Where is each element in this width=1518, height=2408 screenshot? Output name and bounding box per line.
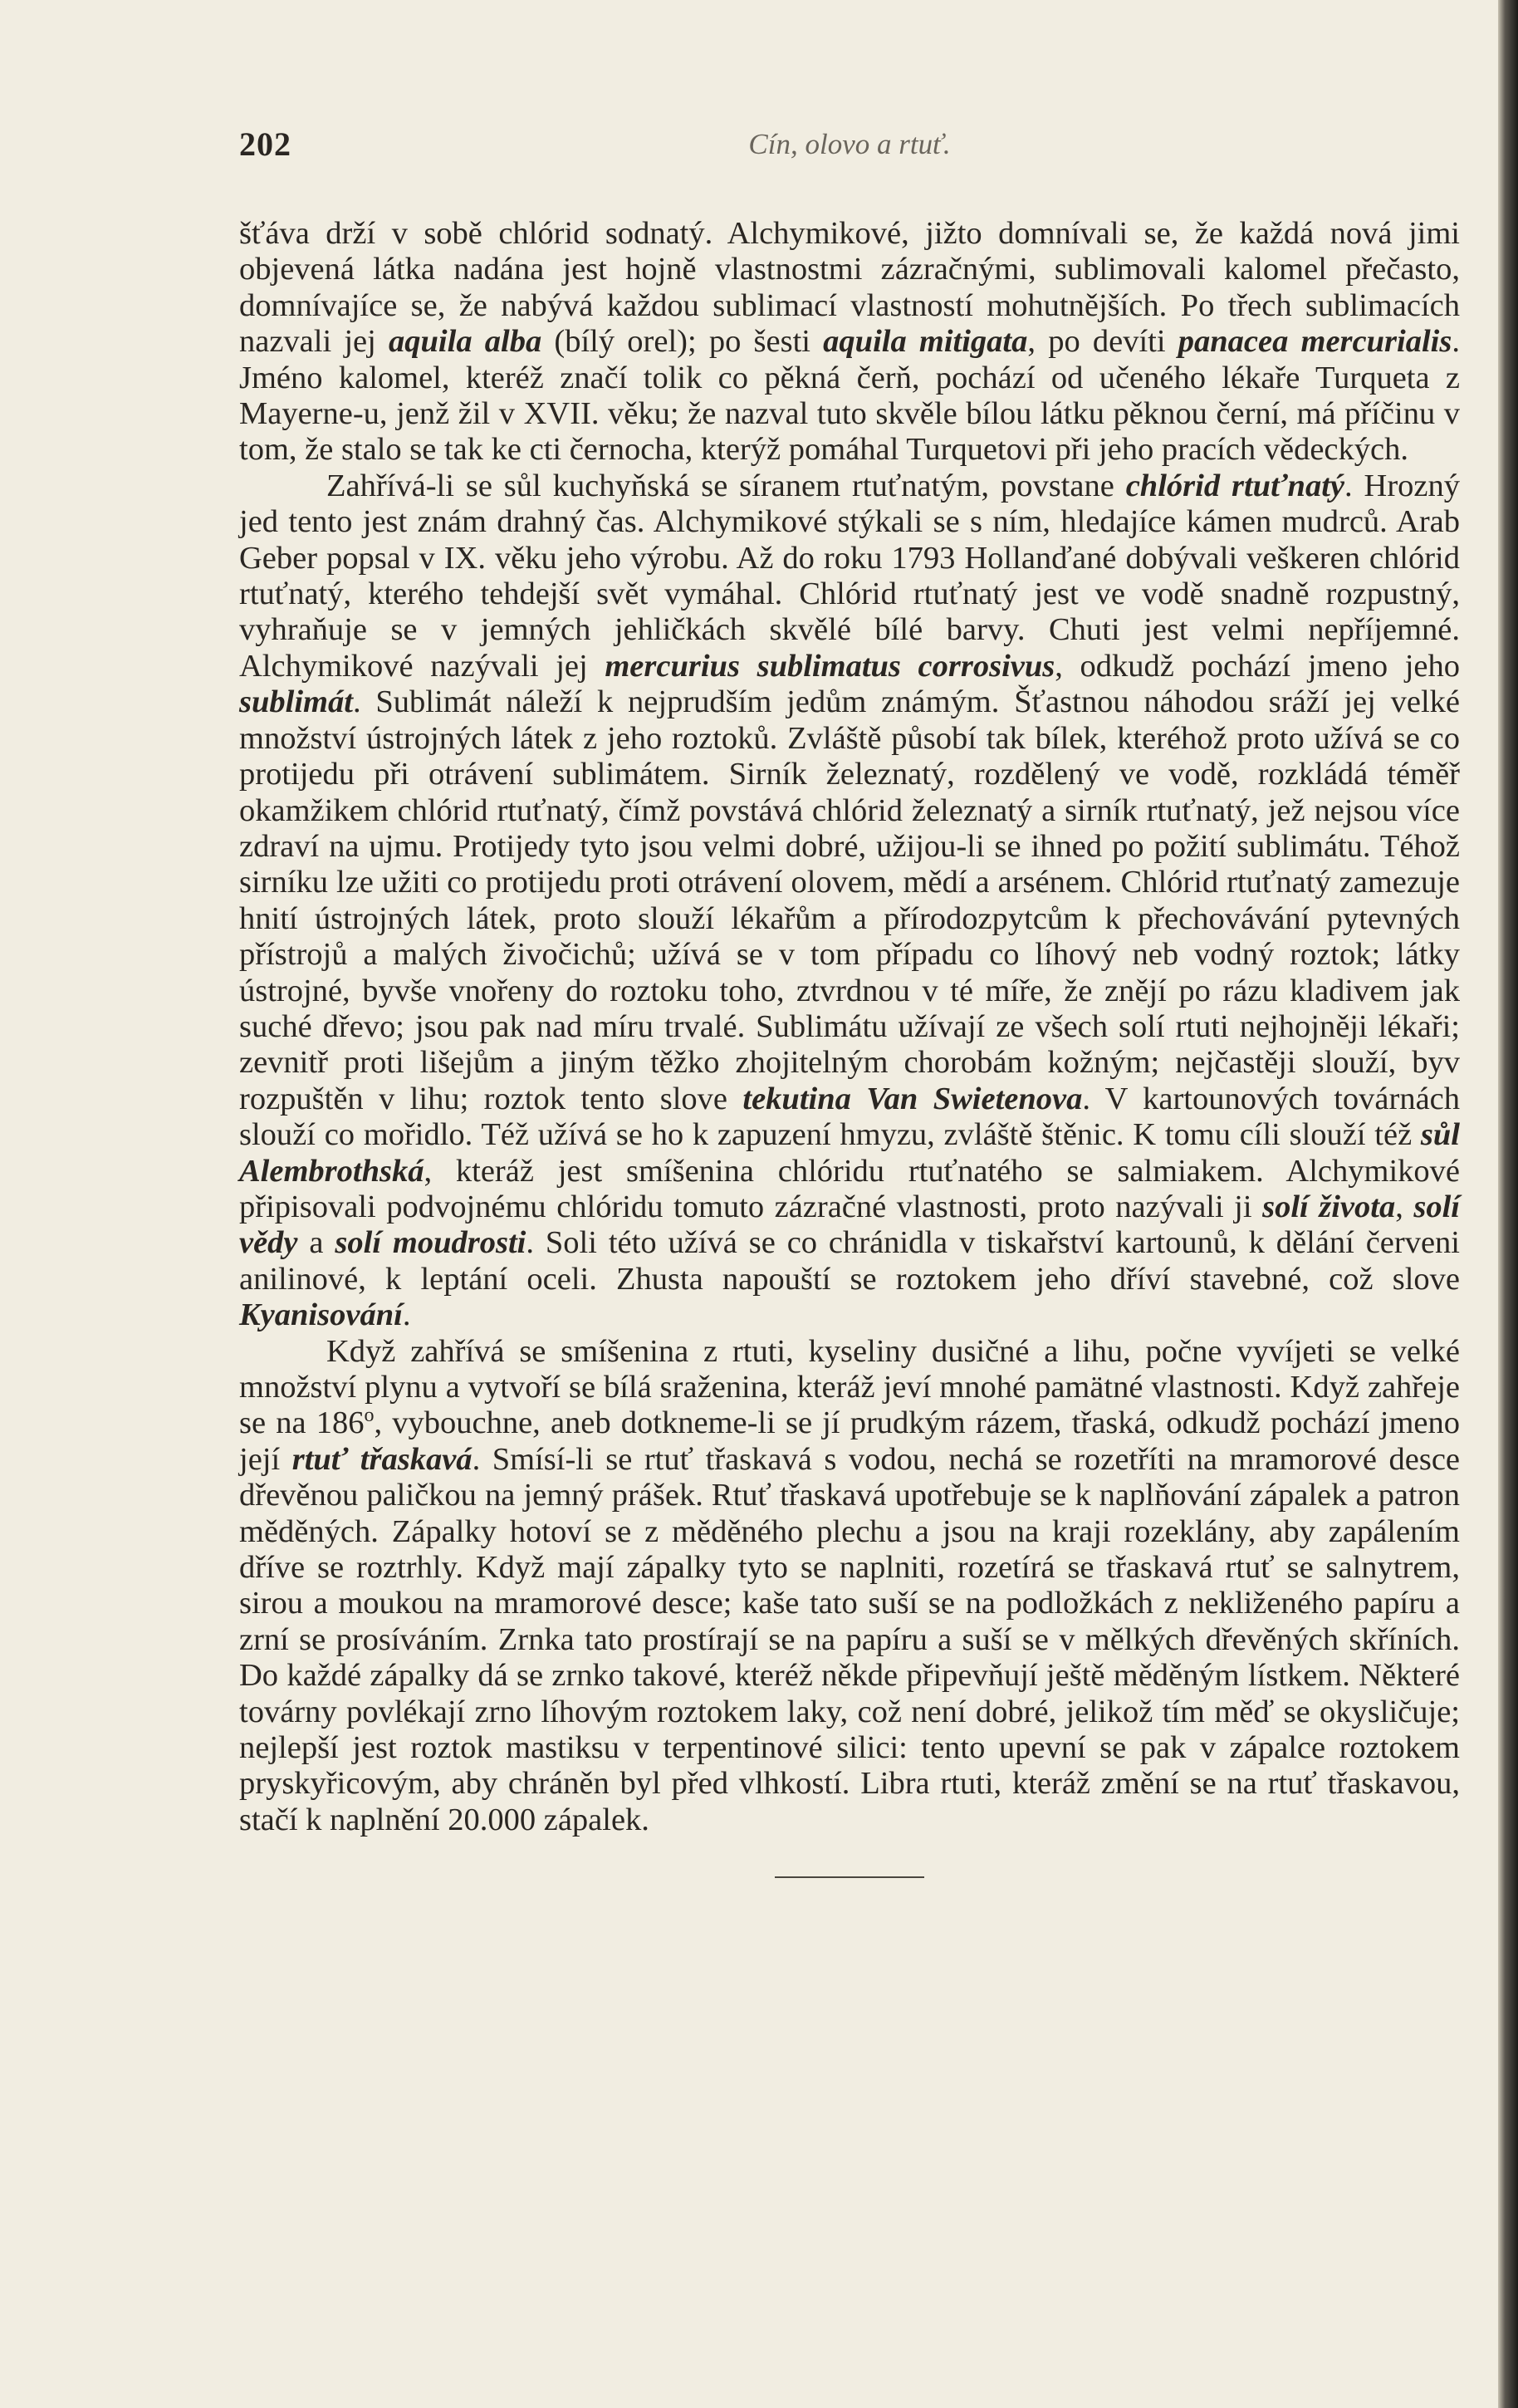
text-run: , vybouchne, aneb dotkneme-li se jí prudkým rázem, třaská, odkudž pochází jmeno její [239, 1405, 1460, 1477]
paragraph-3 [239, 1334, 1460, 1839]
italic-term: rtuť třaskavá [291, 1441, 473, 1477]
running-title: Cín, olovo a rtuť. [748, 128, 951, 160]
italic-term: tekutina Van Swietenova [742, 1081, 1083, 1116]
italic-term: chlórid rtuťnatý [1125, 468, 1344, 503]
text-run: (bílý orel); po šesti [541, 324, 824, 360]
end-rule [775, 1876, 924, 1878]
text-run: , kteráž jest smíšenina chlóridu rtuťnatého se salmiakem. Alchymikové připisovali podvojnému chlóridu tomuto zázračné vlastnosti, proto nazývali ji [239, 1153, 1460, 1224]
paragraph-1 [239, 216, 1460, 468]
text-run: . Jméno kalomel, kteréž značí tolik co pěkná čerň, pochází od učeného lékaře Turqueta z Mayerne-u, jenž žil v XVII. věku; že nazval tuto skvěle bílou látku pěknou černí, má příčinu v tom, že stalo se tak ke cti černocha, kterýž pomáhal Turquetovi při jeho pracích vědeckých. [239, 324, 1460, 468]
italic-term: sůl Alembrothská [239, 1117, 1460, 1189]
body-text [239, 216, 1460, 1838]
page-header [239, 125, 1460, 174]
text-run: , po devíti [1027, 324, 1178, 360]
text-run: . Soli této užívá se co chránidla v tiskařství kartounů, k dělání červeni anilinové, k leptání oceli. Zhusta napouští se roztokem jeho dříví stavebné, což slove [239, 1225, 1460, 1297]
text-run: Když zahřívá se smíšenina z rtuti, kyseliny dusičné a lihu, počne vyvíjeti se velké množství plynu a vytvoří se bílá sraženina, kteráž jeví mnohé pamätné vlastnosti. Když zahřeje se na 186 [239, 1333, 1460, 1441]
text-run: Zahřívá-li se sůl kuchyňská se síranem rtuťnatým, povstane [326, 468, 1126, 503]
italic-term: Kyanisování [239, 1297, 403, 1333]
italic-term: panacea mercurialis [1178, 324, 1452, 360]
text-run: . V kartounových továrnách slouží co mořidlo. Též užívá se ho k zapuzení hmyzu, zvláště štěnic. K tomu cíli slouží též [239, 1081, 1460, 1153]
text-run: šťáva drží v sobě chlórid sodnatý. Alchymikové, jižto domnívali se, že každá nová jimi objevená látka nadána jest hojně vlastnostmi zázračnými, sublimovali kalomel přečasto, domnívajíce se, že nabývá každou sublimací vlastností mohutnějších. Po třech sublimacích nazvali jej [239, 216, 1460, 360]
italic-term: mercurius sublimatus corrosivus [605, 648, 1055, 684]
text-run: . Smísí-li se rtuť třaskavá s vodou, nechá se rozetříti na mramorové desce dřevěnou paličkou na jemný prášek. Rtuť třaskavá upotřebuje se k naplňování zápalek a patron měděných. Zápalky hotoví se z měděného plechu a jsou na kraji rozeklány, aby zapálením dříve se roztrhly. Když mají zápalky tyto se naplniti, rozetírá se třaskavá rtuť se salnytrem, sirou a moukou na mramorové desce; kaše tato suší se na podložkách z nekliženého papíru a zrní se prosíváním. Zrnka tato prostírají se na papíru a suší se v mělkých dřevěných skříních. Do každé zápalky dá se zrnko takové, kteréž někde připevňují ještě měděným lístkem. Některé továrny povlékají zrno líhovým roztokem laky, což není dobré, jelikož tím měď se okysličuje; nejlepší jest roztok mastiksu v terpentinové silici: tento upevní se pak v zápalce roztokem pryskyřicovým, aby chráněn byl před vlhkostí. Libra rtuti, kteráž změní se na rtuť třaskavou, stačí k naplnění 20.000 zápalek. [239, 1441, 1460, 1837]
text-run: a [297, 1225, 335, 1261]
italic-term: solí vědy [239, 1189, 1461, 1261]
book-page [239, 125, 1460, 1878]
italic-term: solí moudrosti [335, 1225, 526, 1261]
italic-term: sublimát [239, 684, 353, 720]
italic-term: aquila mitigata [823, 324, 1028, 360]
text-run: , odkudž pochází jmeno jeho [1055, 648, 1460, 684]
paragraph-2 [239, 468, 1460, 1334]
scan-edge-shadow [1498, 0, 1518, 2408]
superscript: o [364, 1405, 375, 1427]
italic-term: solí života [1262, 1189, 1396, 1224]
page-number: 202 [239, 125, 291, 163]
text-run: , [1395, 1189, 1414, 1224]
text-run: . Hrozný jed tento jest znám drahný čas. Alchymikové stýkali se s ním, hledajíce kámen mudrců. Arab Geber popsal v IX. věku jeho výrobu. Až do roku 1793 Hollanďané dobývali veškeren chlórid rtuťnatý, kterého tehdejší svět vymáhal. Chlórid rtuťnatý jest ve vodě snadně rozpustný, vyhraňuje se v jemných jehličkách skvělé bílé barvy. Chuti jest velmi nepříjemné. Alchymikové nazývali jej [239, 468, 1460, 684]
text-run: . [402, 1297, 411, 1333]
text-run: . Sublimát náleží k nejprudším jedům známým. Šťastnou náhodou sráží jej velké množství ústrojných látek z jeho roztoků. Zvláště působí tak bílek, kteréhož proto užívá se co protijedu při otrávení sublimátem. Sirník železnatý, rozdělený ve vodě, rozkládá téměř okamžikem chlórid rtuťnatý, čímž povstává chlórid železnatý a sirník rtuťnatý, jež nejsou více zdraví na ujmu. Protijedy tyto jsou velmi dobré, užijou-li se ihned po požití sublimátu. Téhož sirníku lze užiti co protijedu proti otrávení olovem, mědí a arsénem. Chlórid rtuťnatý zamezuje hnití ústrojných látek, proto slouží lékařům a přírodozpytcům k přechovávání pytevných přístrojů a malých živočichů; užívá se v tom případu co líhový neb vodný roztok; látky ústrojné, byvše vnořeny do roztoku toho, ztvrdnou v té míře, že znějí po rázu kladivem jak suché dřevo; jsou pak nad míru trvalé. Sublimátu užívají ze všech solí rtuti nejhojněji lékaři; zevnitř proti lišejům a jiným těžko zhojitelným chorobám kožným; nejčastěji slouží, byv rozpuštěn v lihu; roztok tento slove [239, 684, 1460, 1116]
italic-term: aquila alba [389, 324, 542, 360]
